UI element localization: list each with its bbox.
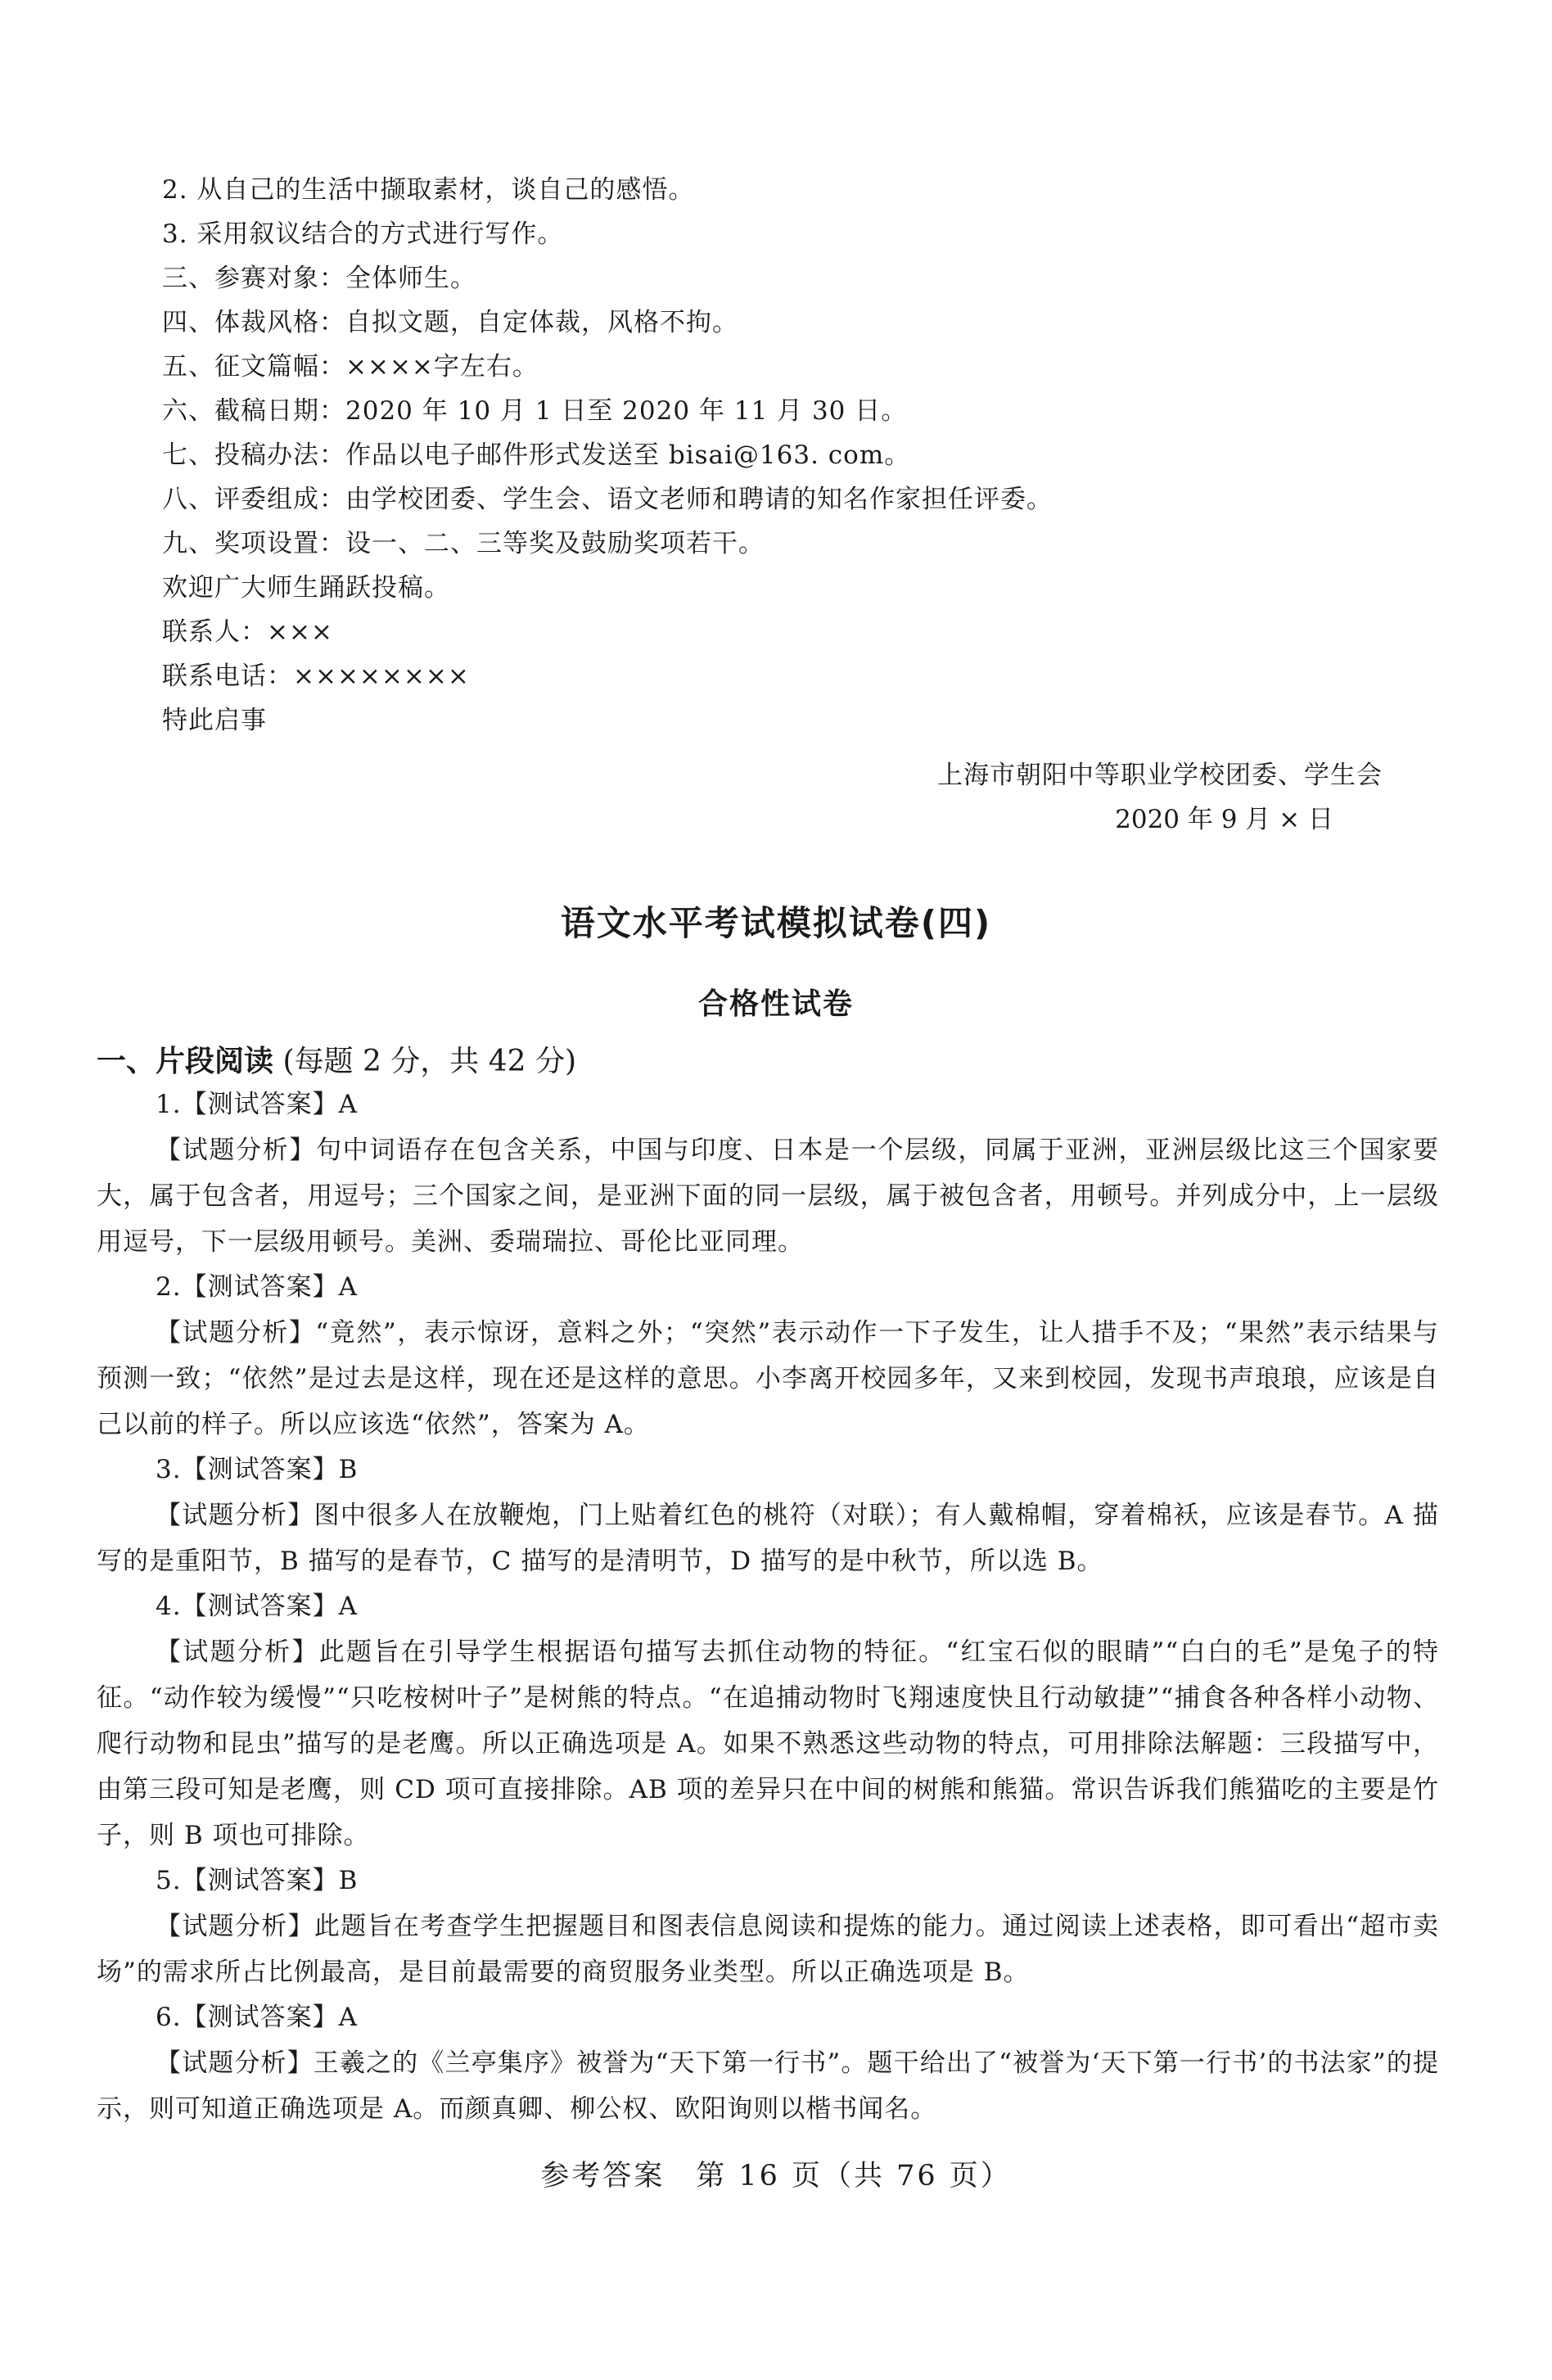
notice-line: 联系人：××× xyxy=(162,617,333,647)
exam-title: 语文水平考试模拟试卷(四) xyxy=(560,903,992,943)
answer-key: 5.【测试答案】B xyxy=(156,1866,359,1895)
section-heading xyxy=(97,1038,576,1080)
section-title: 一、片段阅读 xyxy=(97,1045,274,1078)
signature-org: 上海市朝阳中等职业学校团委、学生会 xyxy=(937,761,1383,790)
notice-line: 七、投稿办法：作品以电子邮件形式发送至 bisai@163. com。 xyxy=(162,440,911,470)
notice-line: 3. 采用叙议结合的方式进行写作。 xyxy=(162,219,564,249)
notice-line: 九、奖项设置：设一、二、三等奖及鼓励奖项若干。 xyxy=(162,529,765,558)
answer-key: 4.【测试答案】A xyxy=(156,1592,358,1621)
answer-analysis: 【试题分析】此题旨在引导学生根据语句描写去抓住动物的特征。“红宝石似的眼睛”“白白的毛”是兔子的特征。“动作较为缓慢”“只吃桉树叶子”是树熊的特点。“在追捕动物时飞翔速度快且行动敏捷”“捕食各种各样小动物、爬行动物和昆虫”描写的是老鹰。所以正确选项是 A。如果不熟悉这些动物的特点，可用排除法解题：三段描写中，由第三段可知是老鹰，则 CD 项可直接排除。AB 项的差异只在中间的树熊和熊猫。常识告诉我们熊猫吃的主要是竹子，则 B 项也可排除。 xyxy=(97,1637,1439,1850)
notice-body xyxy=(162,168,1439,743)
notice-line: 欢迎广大师生踊跃投稿。 xyxy=(162,573,450,603)
notice-line: 五、征文篇幅：××××字左右。 xyxy=(162,352,539,382)
answer-analysis: 【试题分析】王羲之的《兰亭集序》被誉为“天下第一行书”。题干给出了“被誉为‘天下第一行书’的书法家”的提示，则可知道正确选项是 A。而颜真卿、柳公权、欧阳询则以楷书闻名。 xyxy=(97,2048,1439,2124)
answer-key: 1.【测试答案】A xyxy=(156,1090,358,1119)
answer-analysis: 【试题分析】图中很多人在放鞭炮，门上贴着红色的桃符（对联）；有人戴棉帽，穿着棉袄，应该是春节。A 描写的是重阳节，B 描写的是春节，C 描写的是清明节，D 描写的是中秋节，所以选 B。 xyxy=(97,1501,1439,1576)
section-note: (每题 2 分，共 42 分) xyxy=(282,1045,577,1078)
notice-line: 联系电话：×××××××× xyxy=(162,662,470,691)
notice-line: 四、体裁风格：自拟文题，自定体裁，风格不拘。 xyxy=(162,308,738,337)
signature-date: 2020 年 9 月 × 日 xyxy=(1115,805,1333,834)
answer-analysis: 【试题分析】此题旨在考查学生把握题目和图表信息阅读和提炼的能力。通过阅读上述表格，即可看出“超市卖场”的需求所占比例最高，是目前最需要的商贸服务业类型。所以正确选项是 B。 xyxy=(97,1912,1439,1987)
notice-line: 八、评委组成：由学校团委、学生会、语文老师和聘请的知名作家担任评委。 xyxy=(162,485,1053,514)
page-footer: 参考答案 第 16 页（共 76 页） xyxy=(540,2160,1012,2193)
answer-analysis: 【试题分析】句中词语存在包含关系，中国与印度、日本是一个层级，同属于亚洲，亚洲层级比这三个国家要大，属于包含者，用逗号；三个国家之间，是亚洲下面的同一层级，属于被包含者，用顿号。并列成分中，上一层级用逗号，下一层级用顿号。美洲、委瑞瑞拉、哥伦比亚同理。 xyxy=(97,1136,1439,1257)
notice-signature xyxy=(937,753,1383,842)
notice-line: 三、参赛对象：全体师生。 xyxy=(162,264,476,293)
answer-list xyxy=(97,1082,1439,2132)
answer-key: 6.【测试答案】A xyxy=(156,2003,358,2032)
notice-line: 2. 从自己的生活中撷取素材，谈自己的感悟。 xyxy=(162,175,695,205)
answer-analysis: 【试题分析】“竟然”，表示惊讶，意料之外；“突然”表示动作一下子发生，让人措手不及；“果然”表示结果与预测一致；“依然”是过去是这样，现在还是这样的意思。小李离开校园多年，又来到校园，发现书声琅琅，应该是自己以前的样子。所以应该选“依然”，答案为 A。 xyxy=(97,1318,1439,1439)
notice-line: 特此启事 xyxy=(162,706,267,735)
notice-line: 六、截稿日期：2020 年 10 月 1 日至 2020 年 11 月 30 日。 xyxy=(162,396,908,426)
answer-key: 2.【测试答案】A xyxy=(156,1272,358,1302)
exam-subtitle: 合格性试卷 xyxy=(697,987,854,1021)
answer-key: 3.【测试答案】B xyxy=(156,1455,359,1484)
